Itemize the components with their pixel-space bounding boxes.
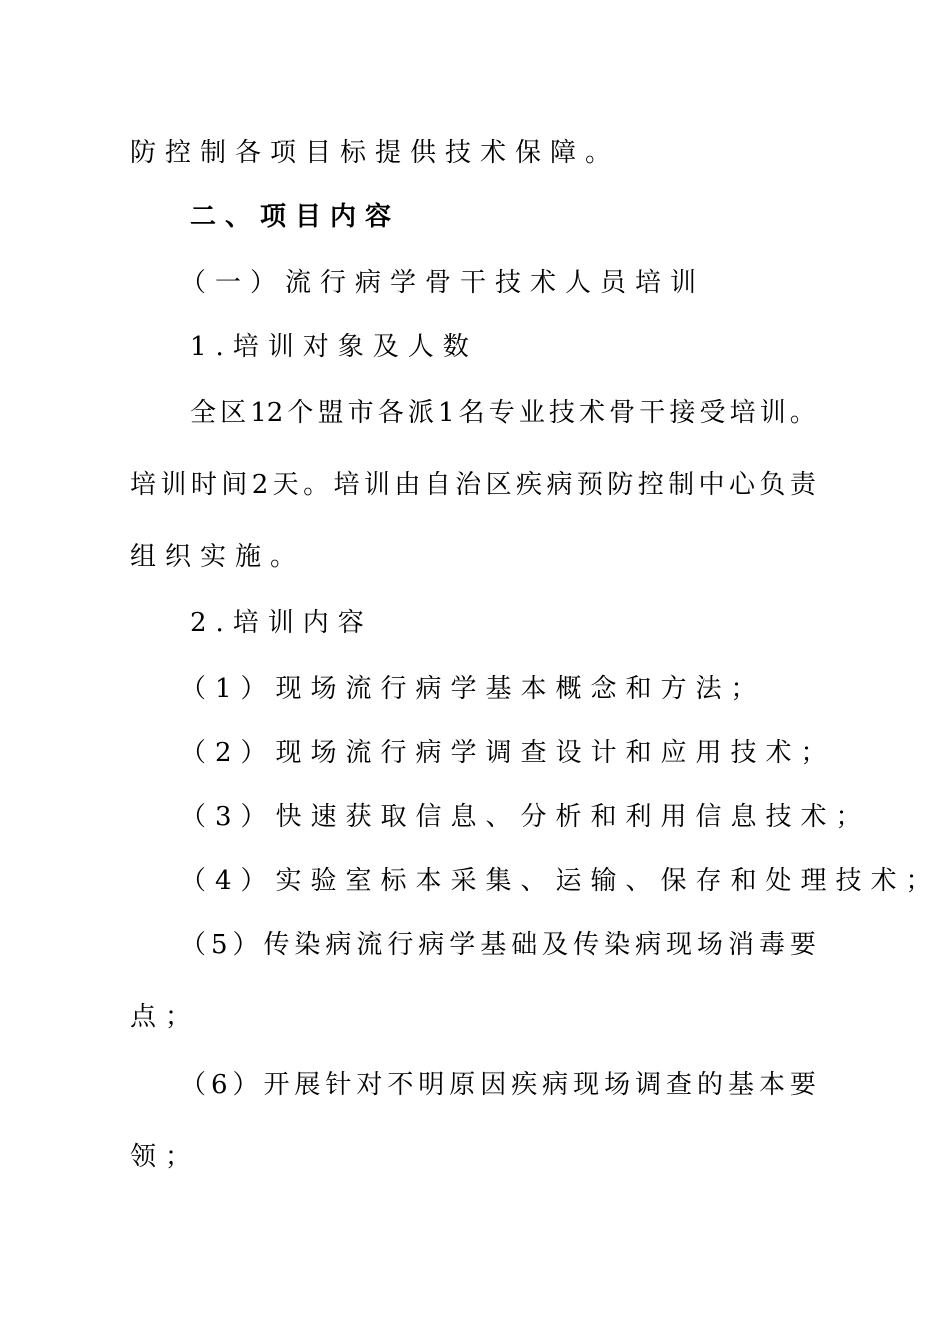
list-item: （4）实验室标本采集、运输、保存和处理技术； <box>180 866 941 896</box>
paragraph-line: 培 训 时 间 2 天 。 培 训 由 自 治 区 疾 病 预 防 控 制 中 心 负 责 <box>130 470 816 500</box>
list-item-continuation: 点； <box>130 1002 201 1032</box>
paragraph-line: 全 区 12 个 盟 市 各 派 1 名 专 业 技 术 骨 干 接 受 培 训 。 <box>190 398 816 428</box>
item-heading: 2.培训内容 <box>190 608 373 638</box>
section-heading: 二、项目内容 <box>190 202 401 232</box>
list-item: （1）现场流行病学基本概念和方法； <box>180 674 766 704</box>
subsection-heading: （一）流行病学骨干技术人员培训 <box>180 268 706 298</box>
list-item-continuation: 领； <box>130 1142 201 1172</box>
paragraph-line: 防控制各项目标提供技术保障。 <box>130 138 621 168</box>
list-item: （3）快速获取信息、分析和利用信息技术； <box>180 802 871 832</box>
paragraph-line: 组织实施。 <box>130 542 306 572</box>
item-heading: 1.培训对象及人数 <box>190 332 478 362</box>
list-item: （ 5 ） 传 染 病 流 行 病 学 基 础 及 传 染 病 现 场 消 毒 要 <box>180 930 816 960</box>
list-item: （2）现场流行病学调查设计和应用技术； <box>180 738 836 768</box>
list-item: （ 6 ） 开 展 针 对 不 明 原 因 疾 病 现 场 调 查 的 基 本 要 <box>180 1070 816 1100</box>
